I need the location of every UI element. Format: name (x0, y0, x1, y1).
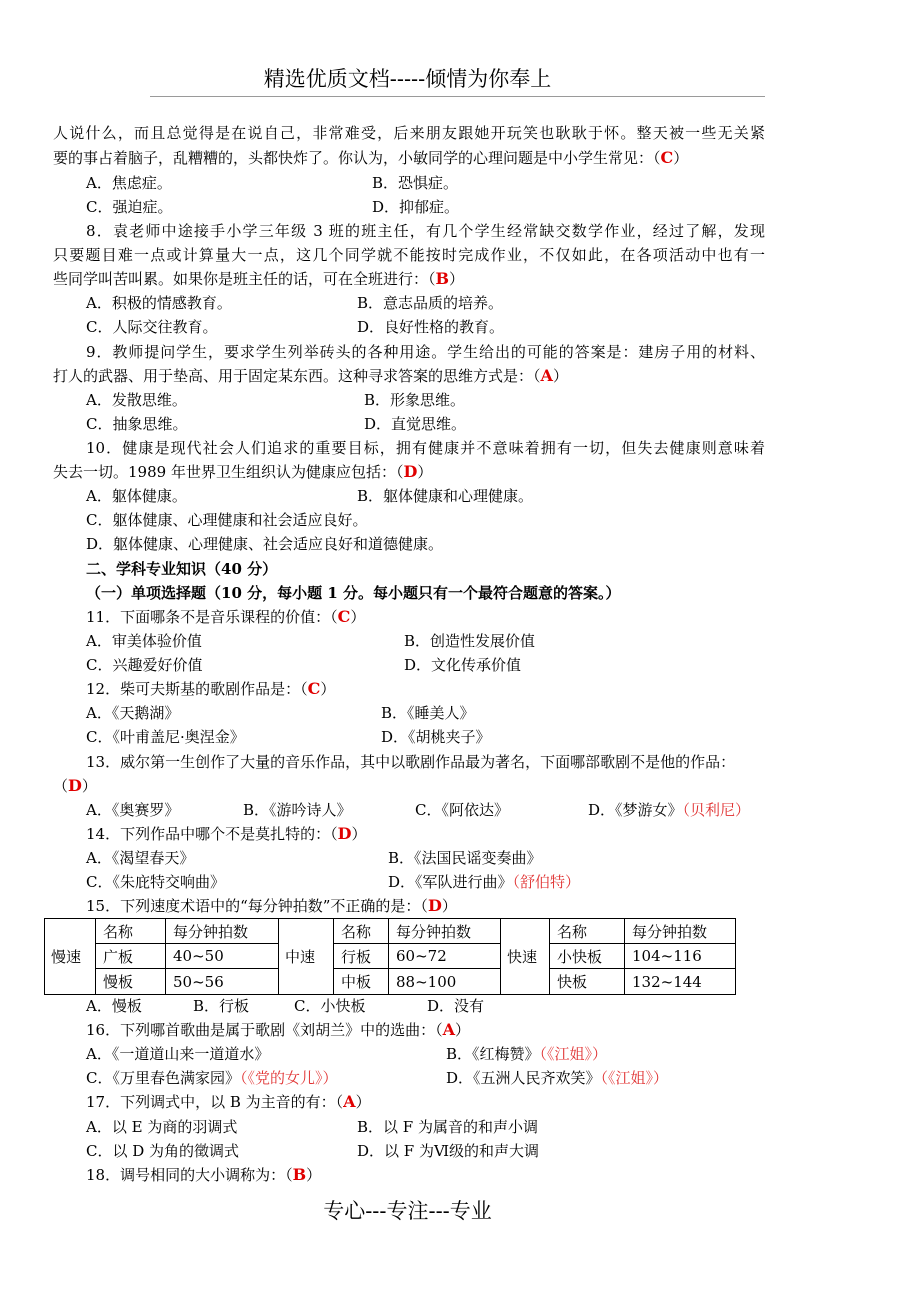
question-7-stem-text: 要的事占着脑子，乱糟糟的，头都快炸了。你认为，小敏同学的心理问题是中小学生常见：（ (53, 149, 661, 167)
option-c-note: （《党的女儿》） (239, 1069, 338, 1087)
table-header-cell: 名称 (550, 919, 625, 944)
table-row (45, 919, 736, 944)
option-b: B．恐惧症。 (372, 174, 459, 192)
table-cell: 88~100 (389, 969, 501, 995)
question-9-answer: A (540, 366, 553, 385)
option-a: A．以 E 为商的羽调式 (86, 1118, 238, 1136)
question-12-stem-line (86, 677, 765, 701)
table-row (45, 944, 736, 969)
question-8-stem-line (53, 267, 765, 291)
option-d (446, 1066, 668, 1090)
question-13-answer: D (68, 776, 82, 795)
question-7-options-row (0, 195, 920, 219)
table-cell: 40~50 (166, 944, 279, 969)
option-b: B．《游吟诗人》 (243, 801, 352, 819)
question-13-stem-line (53, 774, 765, 798)
option-c: C．小快板 (294, 997, 366, 1015)
question-9-options-row (0, 412, 920, 436)
tempo-group-label: 慢速 (45, 919, 96, 995)
question-11-options-row (0, 629, 920, 653)
question-9-stem-text: 打人的武器、用于垫高、用于固定某东西。这种寻求答案的思维方式是：（ (53, 367, 541, 385)
option-d-note: （舒伯特） (512, 873, 581, 891)
question-8-stem-line: 8．袁老师中途接手小学三年级 3 班的班主任，有几个学生经常缺交数学作业，经过了解，发现 (86, 222, 765, 240)
question-11-options-row (0, 653, 920, 677)
table-cell: 小快板 (550, 944, 625, 969)
question-14-stem-line (86, 822, 765, 846)
question-17-stem-text: 17．下列调式中，以 B 为主音的有：（ (86, 1093, 344, 1111)
question-14-stem-text: 14．下列作品中哪个不是莫扎特的：（ (86, 825, 338, 843)
option-b: B．躯体健康和心理健康。 (357, 487, 534, 505)
question-10-stem-line (53, 460, 765, 484)
question-8-options-row (0, 291, 920, 315)
option-b: B．《法国民谣变奏曲》 (388, 849, 542, 867)
question-7-options-row (0, 171, 920, 195)
question-16-stem-line (86, 1018, 765, 1042)
question-10-options-row (0, 508, 920, 532)
question-17-answer: A (343, 1092, 356, 1111)
option-a: A．发散思维。 (86, 391, 187, 409)
option-a: A．慢板 (86, 997, 142, 1015)
option-b: B．《睡美人》 (381, 704, 475, 722)
option-c: C．以 D 为角的徵调式 (86, 1142, 240, 1160)
option-d-text: D．《梦游女》 (588, 801, 683, 819)
question-7-paren-close: ） (673, 149, 689, 167)
question-16-paren-close: ） (455, 1021, 471, 1039)
question-9-paren-close: ） (552, 367, 568, 385)
table-cell: 中板 (334, 969, 389, 995)
option-d: D．《胡桃夹子》 (381, 728, 491, 746)
option-c: C．抽象思维。 (86, 415, 188, 433)
question-8-options-row (0, 315, 920, 339)
option-b-note: （《江姐》） (539, 1045, 608, 1063)
option-c: C．躯体健康、心理健康和社会适应良好。 (86, 511, 368, 529)
option-d-text: D．《军队进行曲》 (388, 873, 513, 891)
question-13-paren-close: ） (81, 777, 97, 795)
option-a: A．《一道道山来一道道水》 (86, 1045, 270, 1063)
option-b: B．形象思维。 (364, 391, 466, 409)
question-9-stem-line: 9．教师提问学生，要求学生列举砖头的各种用途。学生给出的可能的答案是：建房子用的材料、 (86, 343, 765, 361)
table-header-cell: 每分钟拍数 (389, 919, 501, 944)
option-a: A．躯体健康。 (86, 487, 187, 505)
question-13-stem-line: 13．威尔第一生创作了大量的音乐作品，其中以歌剧作品最为著名，下面哪部歌剧不是他的作品： (86, 753, 736, 771)
page-header-title: 精选优质文档-----倾情为你奉上 (263, 67, 552, 91)
table-cell: 慢板 (96, 969, 166, 995)
question-16-options-row (0, 1042, 920, 1066)
option-b (446, 1042, 607, 1066)
question-10-stem-text: 失去一切。1989 年世界卫生组织认为健康应包括：（ (53, 463, 404, 481)
option-d: D．抑郁症。 (372, 198, 460, 216)
option-d (588, 798, 750, 822)
option-a: A．《天鹅湖》 (86, 704, 180, 722)
question-14-options-row (0, 870, 920, 894)
table-cell: 快板 (550, 969, 625, 995)
table-cell: 60~72 (389, 944, 501, 969)
question-14-answer: D (337, 824, 352, 843)
question-7-stem-line (53, 146, 765, 170)
question-16-options-row (0, 1066, 920, 1090)
question-18-answer: B (292, 1165, 307, 1184)
question-11-stem-line (86, 605, 765, 629)
option-b-text: B．《红梅赞》 (446, 1045, 540, 1063)
option-c: C．《阿依达》 (415, 801, 509, 819)
question-10-answer: D (403, 462, 418, 481)
question-8-paren-close: ） (449, 270, 465, 288)
option-c: C．《叶甫盖尼·奥涅金》 (86, 728, 245, 746)
question-16-answer: A (442, 1020, 456, 1039)
table-header-cell: 名称 (334, 919, 389, 944)
question-15-paren-close: ） (441, 897, 457, 915)
table-cell: 50~56 (166, 969, 279, 995)
option-c: C．《朱庇特交响曲》 (86, 873, 225, 891)
option-a: A．焦虑症。 (86, 174, 172, 192)
question-8-stem-line: 只要题目难一点或计算量大一点，这几个同学就不能按时完成作业，不仅如此，在各项活动中也有一 (53, 246, 765, 264)
option-d: D．以 F 为Ⅵ级的和声大调 (357, 1142, 540, 1160)
question-10-stem-line: 10．健康是现代社会人们追求的重要目标，拥有健康并不意味着拥有一切，但失去健康则意味着 (86, 439, 765, 457)
table-header-cell: 每分钟拍数 (166, 919, 279, 944)
option-a: A．审美体验价值 (86, 632, 202, 650)
question-12-options-row (0, 701, 920, 725)
table-header-cell: 名称 (96, 919, 166, 944)
option-d: D．良好性格的教育。 (357, 318, 505, 336)
question-14-paren-close: ） (351, 825, 367, 843)
question-10-options-row (0, 484, 920, 508)
question-9-options-row (0, 388, 920, 412)
question-11-answer: C (337, 607, 351, 626)
question-12-answer: C (307, 679, 321, 698)
question-17-options-row (0, 1139, 920, 1163)
option-b: B．创造性发展价值 (404, 632, 536, 650)
option-c: C．兴趣爱好价值 (86, 656, 203, 674)
question-11-paren-close: ） (350, 608, 366, 626)
question-12-paren-close: ） (320, 680, 336, 698)
option-c (86, 1066, 338, 1090)
question-8-answer: B (435, 269, 450, 288)
section-subtitle: （一）单项选择题（10 分，每小题 1 分。每小题只有一个最符合题意的答案。） (86, 584, 621, 602)
question-9-stem-line (53, 364, 765, 388)
option-d: D．躯体健康、心理健康、社会适应良好和道德健康。 (86, 535, 444, 553)
question-13-paren-open: （ (53, 777, 69, 795)
table-header-cell: 每分钟拍数 (625, 919, 736, 944)
option-d: D．直觉思维。 (364, 415, 467, 433)
table-cell: 104~116 (625, 944, 736, 969)
question-15-options-row (0, 994, 920, 1018)
option-a: A．《渴望春天》 (86, 849, 195, 867)
question-10-paren-close: ） (417, 463, 433, 481)
question-17-options-row (0, 1115, 920, 1139)
option-d-text: D．《五洲人民齐欢笑》 (446, 1069, 601, 1087)
option-d: D．文化传承价值 (404, 656, 522, 674)
question-18-stem-text: 18．调号相同的大小调称为：（ (86, 1166, 293, 1184)
question-18-paren-close: ） (306, 1166, 322, 1184)
table-cell: 132~144 (625, 969, 736, 995)
tempo-table (44, 918, 736, 995)
option-b: B．意志品质的培养。 (357, 294, 504, 312)
tempo-group-label: 快速 (501, 919, 550, 995)
option-d-note: （贝利尼） (682, 801, 751, 819)
option-b: B．行板 (193, 997, 250, 1015)
option-a: A．《奥赛罗》 (86, 801, 180, 819)
question-12-stem-text: 12．柴可夫斯基的歌剧作品是：（ (86, 680, 308, 698)
question-7-stem-line: 人说什么，而且总觉得是在说自己，非常难受，后来朋友跟她开玩笑也耿耿于怀。整天被一些无关紧 (53, 124, 765, 142)
question-18-stem-line (86, 1163, 765, 1187)
question-17-stem-line (86, 1090, 765, 1114)
option-c-text: C．《万里春色满家园》 (86, 1069, 240, 1087)
option-d-note: （《江姐》） (600, 1069, 669, 1087)
table-row (45, 969, 736, 995)
question-15-stem-text: 15．下列速度术语中的“每分钟拍数”不正确的是：（ (86, 897, 428, 915)
question-15-stem-line (86, 894, 765, 918)
option-c: C．强迫症。 (86, 198, 173, 216)
question-7-answer: C (660, 148, 674, 167)
question-15-answer: D (427, 896, 442, 915)
question-12-options-row (0, 725, 920, 749)
option-b: B．以 F 为属音的和声小调 (357, 1118, 538, 1136)
section-title: 二、学科专业知识（40 分） (86, 560, 278, 578)
question-14-options-row (0, 846, 920, 870)
option-c: C．人际交往教育。 (86, 318, 218, 336)
option-a: A．积极的情感教育。 (86, 294, 232, 312)
question-13-options-row (0, 798, 920, 822)
question-16-stem-text: 16．下列哪首歌曲是属于歌剧《刘胡兰》中的选曲：（ (86, 1021, 443, 1039)
question-10-options-row (0, 532, 920, 556)
question-8-stem-text: 些同学叫苦叫累。如果你是班主任的话，可在全班进行：（ (53, 270, 436, 288)
question-17-paren-close: ） (355, 1093, 371, 1111)
tempo-group-label: 中速 (279, 919, 334, 995)
table-cell: 广板 (96, 944, 166, 969)
option-d (388, 870, 580, 894)
table-cell: 行板 (334, 944, 389, 969)
question-11-stem-text: 11．下面哪条不是音乐课程的价值：（ (86, 608, 338, 626)
page-footer: 专心---专注---专业 (323, 1199, 492, 1223)
option-d: D．没有 (427, 997, 485, 1015)
header-divider (150, 96, 765, 97)
